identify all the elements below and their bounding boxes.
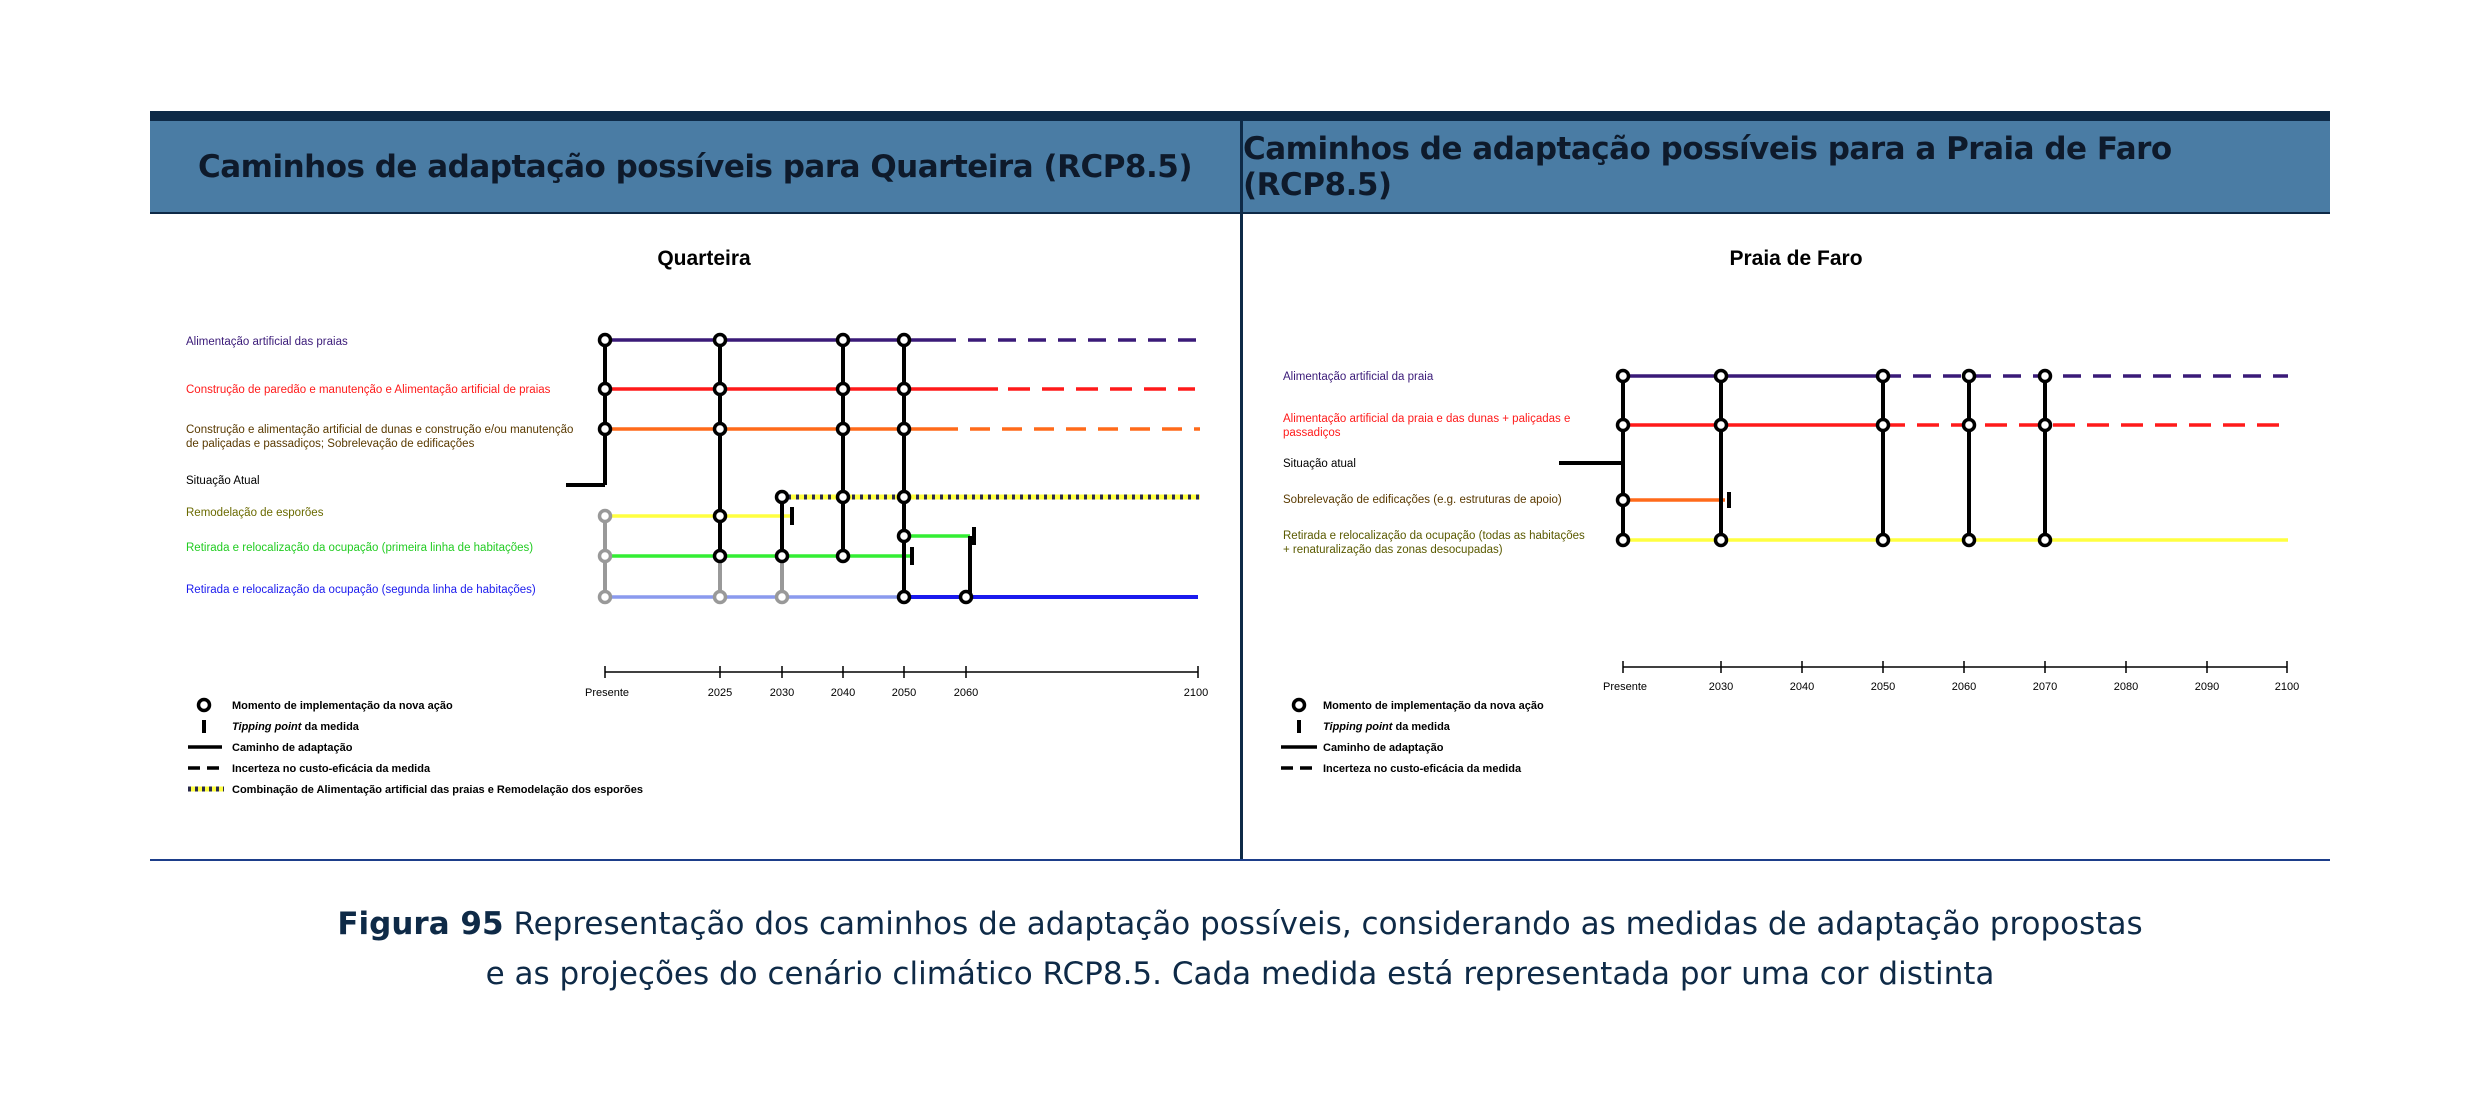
- q-node: [715, 511, 726, 522]
- figure-label: Figura 95: [337, 906, 504, 942]
- f-node: [1716, 420, 1727, 431]
- q-node: [899, 335, 910, 346]
- q-tick-label: 2030: [769, 687, 795, 699]
- q-legend-label: Incerteza no custo-eficácia da medida: [232, 763, 431, 775]
- q-label-dunas-2: de paliçadas e passadiços; Sobrelevação de edificações: [186, 438, 475, 450]
- header-quarteira: [150, 121, 1240, 214]
- f-node: [1878, 420, 1889, 431]
- figure-caption-line-2: [0, 956, 2480, 992]
- q-tick-label: 2100: [1183, 687, 1209, 699]
- q-node: [600, 335, 611, 346]
- f-node: [2040, 420, 2051, 431]
- figure-caption-line-1: [0, 906, 2480, 942]
- q-tick-label: 2025: [707, 687, 733, 699]
- q-label-dunas-1: Construção e alimentação artificial de dunas e construção e/ou manutenção: [186, 424, 574, 436]
- f-tick-label: 2080: [2113, 681, 2139, 693]
- q-label-paredao: Construção de paredão e manutenção e Alimentação artificial de praias: [186, 384, 551, 396]
- q-label-esporoes: Remodelação de esporões: [186, 507, 324, 519]
- q-node: [899, 492, 910, 503]
- f-node: [1618, 495, 1629, 506]
- f-label-dunas-2: passadiços: [1283, 427, 1341, 439]
- q-label-situacao: Situação Atual: [186, 475, 260, 487]
- f-legend: [1281, 700, 1544, 776]
- f-label-retirada-1: Retirada e relocalização da ocupação (todas as habitações: [1283, 530, 1585, 542]
- f-label-situacao: Situação atual: [1283, 458, 1356, 470]
- f-node: [1618, 420, 1629, 431]
- f-tick-label: Presente: [1602, 681, 1648, 693]
- f-tick-label: 2100: [2274, 681, 2300, 693]
- f-node: [1716, 371, 1727, 382]
- q-node-grey: [715, 592, 726, 603]
- q-node: [838, 492, 849, 503]
- legend-circle-icon: [199, 700, 210, 711]
- f-label-retirada-2: + renaturalização das zonas desocupadas): [1283, 544, 1503, 556]
- q-legend-label: Combinação de Alimentação artificial das praias e Remodelação dos esporões: [232, 784, 644, 796]
- f-tick-label: 2070: [2032, 681, 2058, 693]
- f-tick-label: 2050: [1870, 681, 1896, 693]
- q-legend: [188, 700, 643, 797]
- q-legend-label: Momento de implementação da nova ação: [232, 700, 453, 712]
- q-node-grey: [600, 511, 611, 522]
- f-tick-label: 2040: [1789, 681, 1815, 693]
- q-node-grey: [600, 551, 611, 562]
- bottom-rule: [150, 859, 2330, 861]
- q-label-retirada-2: Retirada e relocalização da ocupação (segunda linha de habitações): [186, 584, 536, 596]
- q-node: [838, 335, 849, 346]
- q-node-grey: [600, 592, 611, 603]
- f-tick-label: 2030: [1708, 681, 1734, 693]
- f-node: [2040, 371, 2051, 382]
- f-legend-label: Momento de implementação da nova ação: [1323, 700, 1544, 712]
- f-node: [1716, 535, 1727, 546]
- f-node: [1878, 371, 1889, 382]
- q-legend-label: Tipping point da medida: [232, 721, 359, 733]
- q-node: [838, 424, 849, 435]
- q-node: [899, 384, 910, 395]
- q-label-retirada-1: Retirada e relocalização da ocupação (primeira linha de habitações): [186, 542, 534, 554]
- f-node: [1964, 535, 1975, 546]
- f-node: [1878, 535, 1889, 546]
- q-node: [838, 551, 849, 562]
- f-label-sobrelevacao: Sobrelevação de edificações (e.g. estruturas de apoio): [1283, 494, 1562, 506]
- f-legend-label: Caminho de adaptação: [1323, 742, 1444, 754]
- f-tick-label: 2090: [2194, 681, 2220, 693]
- header-quarteira-text: Caminhos de adaptação possíveis para Quarteira (RCP8.5): [197, 148, 1193, 185]
- f-node: [1964, 420, 1975, 431]
- q-node: [600, 384, 611, 395]
- q-tick-label: Presente: [584, 687, 630, 699]
- f-legend-label: Incerteza no custo-eficácia da medida: [1323, 763, 1522, 775]
- q-node: [899, 592, 910, 603]
- q-node: [715, 551, 726, 562]
- f-node: [1964, 371, 1975, 382]
- q-node: [961, 592, 972, 603]
- q-legend-label: Caminho de adaptação: [232, 742, 353, 754]
- q-tick-label: 2050: [891, 687, 917, 699]
- q-node: [600, 424, 611, 435]
- q-tick-label: 2060: [953, 687, 979, 699]
- quarteira-diagram: [150, 214, 1240, 854]
- f-legend-label: Tipping point da medida: [1323, 721, 1450, 733]
- faro-title: Praia de Faro: [1729, 247, 1863, 270]
- q-tick-label: 2040: [830, 687, 856, 699]
- q-node: [899, 531, 910, 542]
- q-node: [777, 551, 788, 562]
- header-faro-text: Caminhos de adaptação possíveis para a Praia de Faro (RCP8.5): [1243, 130, 2172, 203]
- q-node: [715, 384, 726, 395]
- caption-text-2: e as projeções do cenário climático RCP8.5. Cada medida está representada por uma cor distinta: [485, 956, 1995, 992]
- header-faro: [1243, 121, 2330, 214]
- f-label-alimentacao: Alimentação artificial da praia: [1283, 371, 1434, 383]
- legend-circle-icon: [1294, 700, 1305, 711]
- caption-text-1: Representação dos caminhos de adaptação possíveis, considerando as medidas de adaptação propostas: [513, 906, 2143, 942]
- f-node: [1618, 535, 1629, 546]
- q-node: [715, 335, 726, 346]
- q-node: [899, 424, 910, 435]
- f-node: [1618, 371, 1629, 382]
- f-node: [2040, 535, 2051, 546]
- top-rule: [150, 111, 2330, 121]
- f-tick-label: 2060: [1951, 681, 1977, 693]
- f-label-dunas-1: Alimentação artificial da praia e das dunas + paliçadas e: [1283, 413, 1571, 425]
- quarteira-title: Quarteira: [657, 247, 751, 270]
- q-node: [838, 384, 849, 395]
- q-label-alimentacao: Alimentação artificial das praias: [186, 336, 348, 348]
- faro-diagram: [1243, 214, 2330, 854]
- q-node: [715, 424, 726, 435]
- q-node: [777, 492, 788, 503]
- q-node-grey: [777, 592, 788, 603]
